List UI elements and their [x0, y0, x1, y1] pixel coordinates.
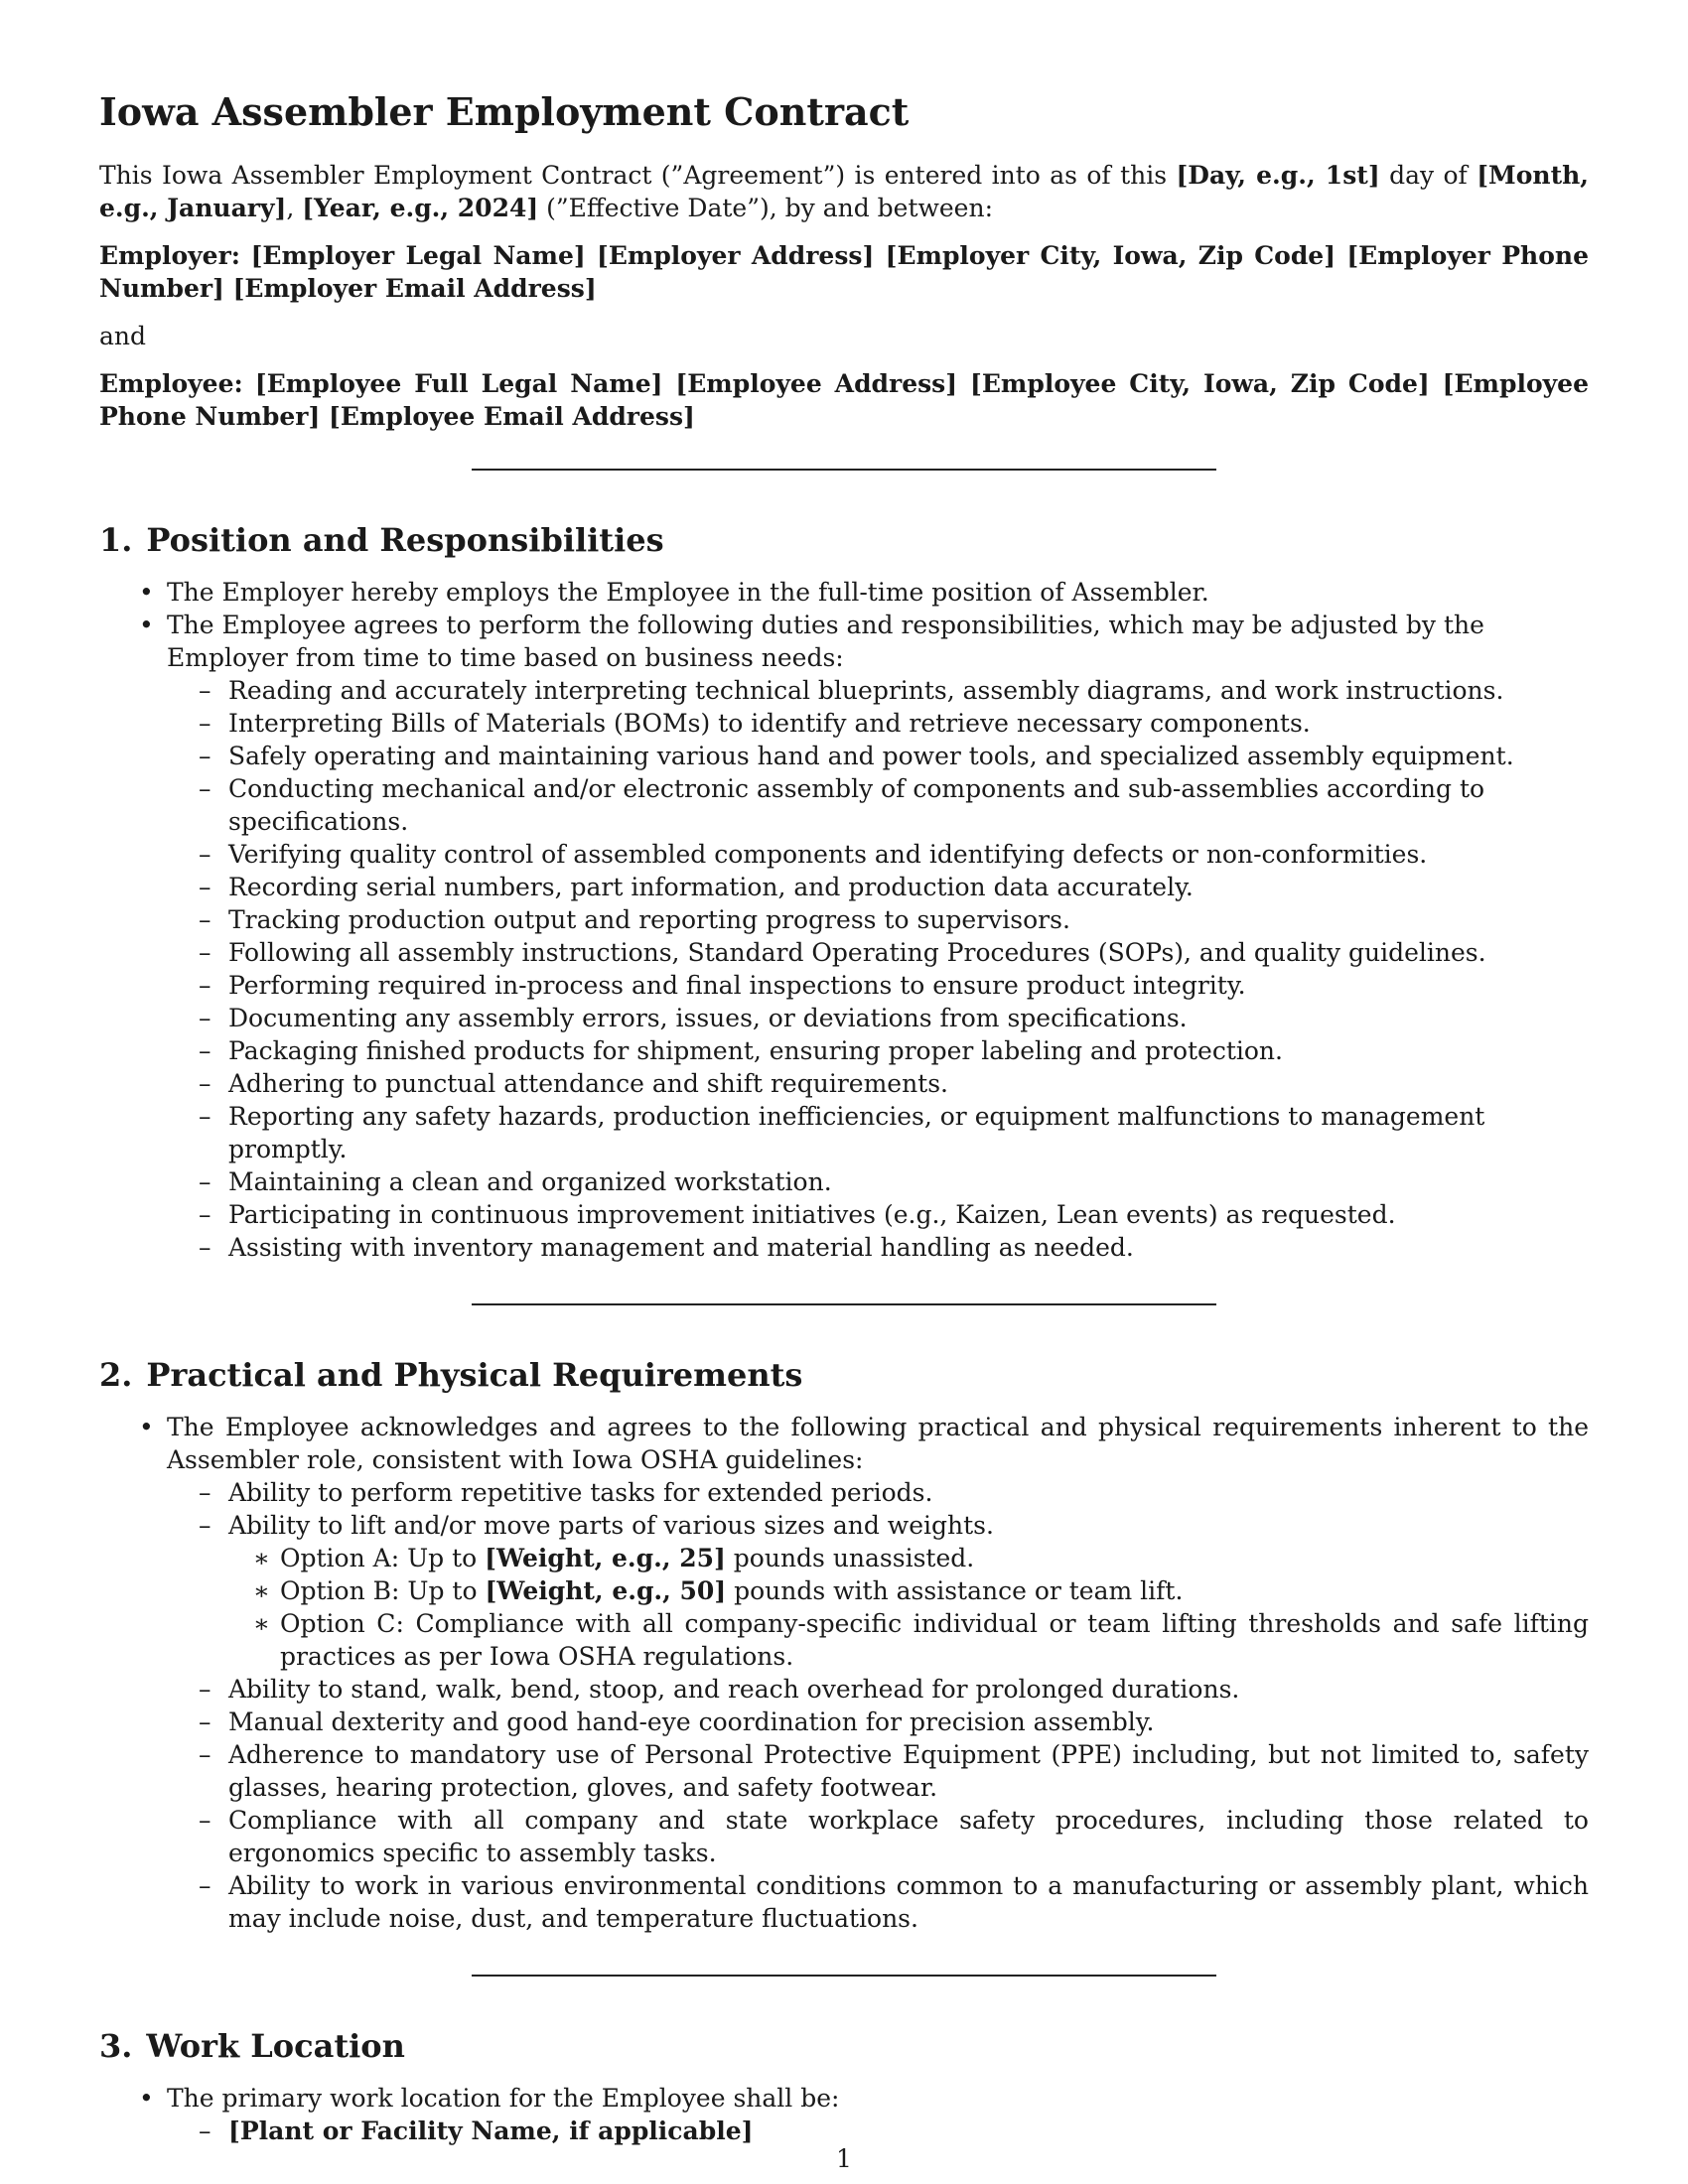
section-divider: [472, 1303, 1216, 1305]
employee-fields: [Employee Full Legal Name] [Employee Address] [Employee City, Iowa, Zip Code] [Employee Phone Number] [Employee Email Address]: [99, 369, 1589, 431]
list-item: – Packaging finished products for shipment, ensuring proper labeling and protection.: [99, 1034, 1589, 1067]
section-title: Work Location: [146, 2027, 405, 2065]
section-title: Position and Responsibilities: [146, 521, 664, 559]
page-number: 1: [836, 2144, 852, 2173]
list-item: – Adhering to punctual attendance and shift requirements.: [99, 1067, 1589, 1100]
list-item-text: The Employee agrees to perform the following duties and responsibilities, which may be adjusted by the Employer from time to time based on business needs:: [167, 611, 1484, 672]
list-item: [99, 2115, 1589, 2147]
list-item-text: The Employee acknowledges and agrees to the following practical and physical requirements inherent to the Assembler role, consistent with Iowa OSHA guidelines:: [167, 1413, 1589, 1474]
option-text: Option A: Up to: [280, 1544, 486, 1572]
employer-label: Employer:: [99, 241, 240, 270]
requirements-list: [167, 1476, 1589, 1935]
option-text: pounds unassisted.: [725, 1544, 975, 1572]
section-title: Practical and Physical Requirements: [146, 1356, 803, 1394]
intro-text-2: day of: [1379, 161, 1477, 190]
section-1-list: [99, 576, 1589, 1264]
list-item: [99, 1574, 1589, 1607]
weight-placeholder: [Weight, e.g., 50]: [485, 1576, 727, 1605]
facility-placeholder: [Plant or Facility Name, if applicable]: [228, 2116, 754, 2145]
day-placeholder: [Day, e.g., 1st]: [1176, 161, 1380, 190]
list-item: – Performing required in-process and final inspections to ensure product integrity.: [99, 969, 1589, 1002]
list-item: – Tracking production output and reporting progress to supervisors.: [99, 903, 1589, 936]
section-2-list: [99, 1411, 1589, 1935]
and-text: and: [99, 322, 147, 350]
list-item: – Conducting mechanical and/or electronic assembly of components and sub-assemblies according to specifications.: [99, 772, 1589, 838]
list-item: – Ability to perform repetitive tasks for extended periods.: [99, 1476, 1589, 1509]
list-item: – Following all assembly instructions, Standard Operating Procedures (SOPs), and quality guidelines.: [99, 936, 1589, 969]
month-placeholder: [Month, e.g., January]: [99, 161, 1589, 222]
intro-text-1: This Iowa Assembler Employment Contract (”Agreement”) is entered into as of this: [99, 161, 1177, 190]
section-heading-2: [99, 1355, 1589, 1395]
list-item: – Recording serial numbers, part information, and production data accurately.: [99, 871, 1589, 903]
section-heading-1: [99, 520, 1589, 560]
intro-text-3: ,: [286, 194, 303, 222]
list-item: ∗ Option C: Compliance with all company-specific individual or team lifting thresholds and safe lifting practices as per Iowa OSHA regulations.: [99, 1607, 1589, 1673]
section-number: 1.: [99, 521, 133, 559]
section-heading-3: [99, 2026, 1589, 2066]
employer-block: [99, 239, 1589, 305]
list-item: – Reading and accurately interpreting technical blueprints, assembly diagrams, and work instructions.: [99, 674, 1589, 707]
list-item: – Reporting any safety hazards, production inefficiencies, or equipment malfunctions to management promptly.: [99, 1100, 1589, 1165]
list-item: [99, 2082, 1589, 2147]
intro-paragraph: [99, 159, 1589, 224]
list-item: – Adherence to mandatory use of Personal Protective Equipment (PPE) including, but not limited to, safety glasses, hearing protection, gloves, and safety footwear.: [99, 1738, 1589, 1804]
option-text: pounds with assistance or team lift.: [726, 1576, 1184, 1605]
section-number: 2.: [99, 1356, 133, 1394]
list-item: – Ability to stand, walk, bend, stoop, and reach overhead for prolonged durations.: [99, 1673, 1589, 1706]
section-divider: [472, 1975, 1216, 1977]
duties-list: [167, 674, 1589, 1264]
document-page: [99, 0, 1589, 2147]
location-list: [167, 2115, 1589, 2147]
employer-fields: [Employer Legal Name] [Employer Address] [Employer City, Iowa, Zip Code] [Employer Phone Number] [Employer Email Address]: [99, 241, 1589, 303]
document-title: Iowa Assembler Employment Contract: [99, 89, 910, 134]
weight-placeholder: [Weight, e.g., 25]: [485, 1544, 726, 1572]
year-placeholder: [Year, e.g., 2024]: [302, 194, 539, 222]
list-item: – Ability to work in various environmental conditions common to a manufacturing or assembly plant, which may include noise, dust, and temperature fluctuations.: [99, 1869, 1589, 1935]
list-item: – Verifying quality control of assembled components and identifying defects or non-conformities.: [99, 838, 1589, 871]
section-divider: [472, 469, 1216, 471]
list-item: – Assisting with inventory management and material handling as needed.: [99, 1231, 1589, 1264]
option-text: Option B: Up to: [280, 1576, 486, 1605]
lifting-options-list: [228, 1542, 1589, 1673]
list-item: – Safely operating and maintaining various hand and power tools, and specialized assembly equipment.: [99, 740, 1589, 772]
list-item-text: Ability to lift and/or move parts of various sizes and weights.: [228, 1511, 994, 1540]
list-item: – Interpreting Bills of Materials (BOMs) to identify and retrieve necessary components.: [99, 707, 1589, 740]
list-item: – Maintaining a clean and organized workstation.: [99, 1165, 1589, 1198]
employee-label: Employee:: [99, 369, 243, 398]
section-3-list: [99, 2082, 1589, 2147]
list-item: – Participating in continuous improvement initiatives (e.g., Kaizen, Lean events) as requested.: [99, 1198, 1589, 1231]
section-number: 3.: [99, 2027, 133, 2065]
list-item: • The Employer hereby employs the Employee in the full-time position of Assembler.: [99, 576, 1589, 609]
employee-block: [99, 367, 1589, 433]
list-item: – Documenting any assembly errors, issues, or deviations from specifications.: [99, 1002, 1589, 1034]
list-item: – Manual dexterity and good hand-eye coordination for precision assembly.: [99, 1706, 1589, 1738]
list-item-text: The primary work location for the Employee shall be:: [167, 2084, 840, 2113]
list-item: [99, 1509, 1589, 1673]
list-item: [99, 609, 1589, 1264]
list-item: [99, 1542, 1589, 1574]
list-item: – Compliance with all company and state workplace safety procedures, including those related to ergonomics specific to assembly tasks.: [99, 1804, 1589, 1869]
intro-text-4: (”Effective Date”), by and between:: [538, 194, 994, 222]
list-item: [99, 1411, 1589, 1935]
